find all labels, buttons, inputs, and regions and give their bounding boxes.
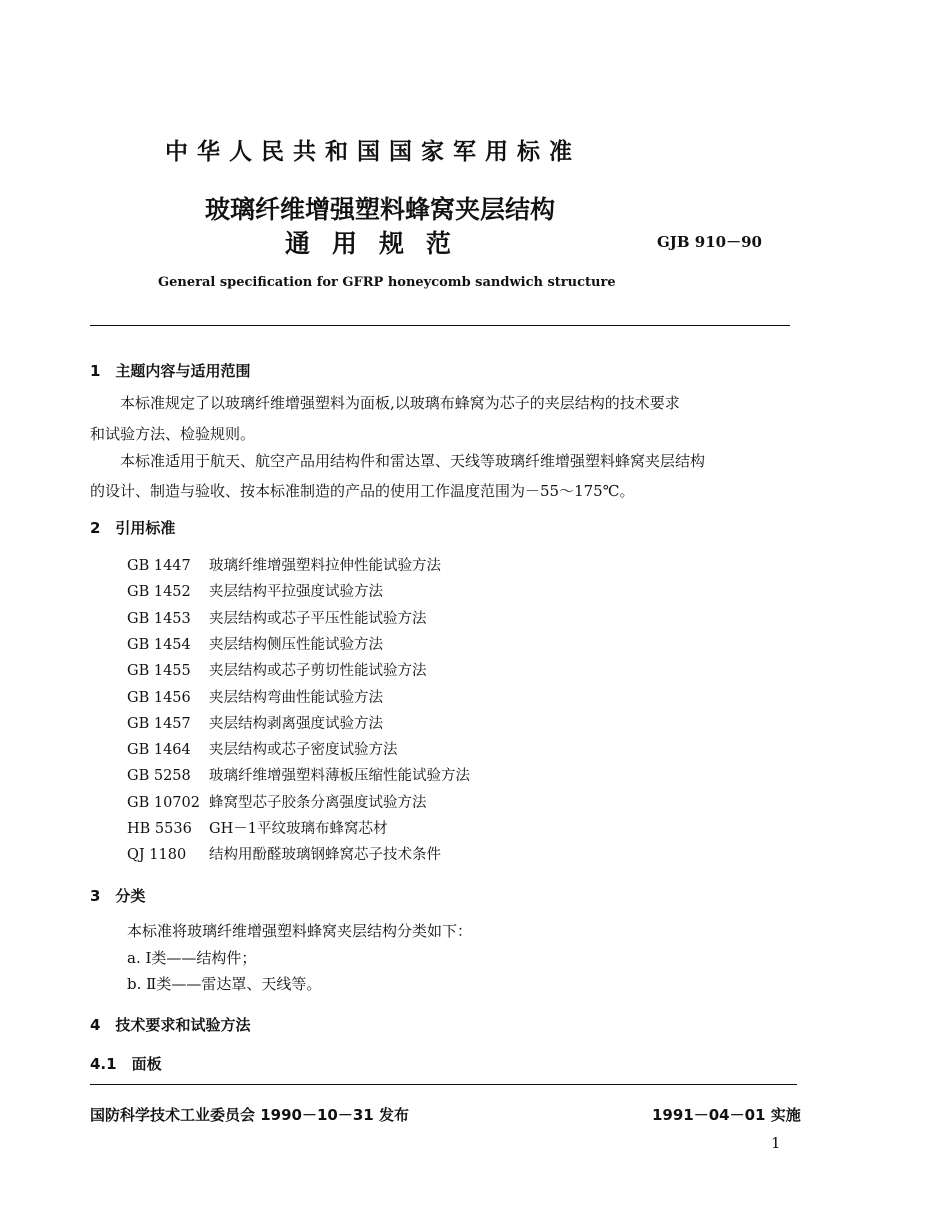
paragraph: 本标准适用于航天、航空产品用结构件和雷达罩、天线等玻璃纤维增强塑料蜂窝夹层结构 <box>120 452 706 470</box>
reference-code: GB 1457 <box>127 715 191 732</box>
reference-code: GB 1453 <box>127 610 191 627</box>
reference-code: HB 5536 <box>127 821 192 837</box>
section-2-heading: 2 引用标准 <box>90 519 176 537</box>
standard-code: GJB 910－90 <box>657 233 762 251</box>
reference-title: 蜂窝型芯子胶条分离强度试验方法 <box>209 794 427 811</box>
paragraph: 本标准规定了以玻璃纤维增强塑料为面板,以玻璃布蜂窝为芯子的夹层结构的技术要求 <box>120 394 680 412</box>
section-1-heading: 1 主题内容与适用范围 <box>90 362 251 380</box>
paragraph: 本标准将玻璃纤维增强塑料蜂窝夹层结构分类如下： <box>127 922 473 940</box>
reference-item <box>127 607 427 628</box>
reference-item <box>127 580 383 601</box>
reference-item <box>127 738 398 759</box>
reference-title: 夹层结构或芯子密度试验方法 <box>209 742 398 759</box>
reference-item <box>127 764 470 785</box>
reference-item <box>127 712 383 733</box>
reference-item <box>127 791 427 812</box>
list-item: b. Ⅱ类——雷达罩、天线等。 <box>127 975 322 993</box>
subsection-heading: 4.1 面板 <box>90 1055 162 1073</box>
reference-title: 夹层结构弯曲性能试验方法 <box>209 689 383 706</box>
paragraph: 和试验方法、检验规则。 <box>90 425 256 443</box>
reference-title: 玻璃纤维增强塑料拉伸性能试验方法 <box>209 558 441 574</box>
page-number: 1 <box>771 1134 781 1152</box>
reference-code: GB 10702 <box>127 794 200 811</box>
reference-code: GB 1455 <box>127 663 191 680</box>
reference-code: GB 1447 <box>127 558 191 574</box>
reference-title: 玻璃纤维增强塑料薄板压缩性能试验方法 <box>209 768 470 785</box>
document-title-line2: 通用规范 <box>285 229 474 258</box>
section-4-heading: 4 技术要求和试验方法 <box>90 1016 251 1034</box>
reference-title: 夹层结构或芯子平压性能试验方法 <box>209 610 427 627</box>
reference-title: GH－1平纹玻璃布蜂窝芯材 <box>209 821 388 837</box>
standard-type: 中华人民共和国国家军用标准 <box>165 139 581 165</box>
reference-code: QJ 1180 <box>127 847 187 864</box>
reference-title: 夹层结构平拉强度试验方法 <box>209 584 383 601</box>
list-item: a. Ⅰ类——结构件； <box>127 949 257 967</box>
reference-title: 夹层结构剥离强度试验方法 <box>209 715 383 732</box>
reference-item <box>127 686 383 707</box>
reference-title: 结构用酚醛玻璃钢蜂窝芯子技术条件 <box>209 847 441 864</box>
reference-title: 夹层结构侧压性能试验方法 <box>209 636 383 653</box>
paragraph: 的设计、制造与验收、按本标准制造的产品的使用工作温度范围为－55～175℃。 <box>90 482 635 500</box>
reference-code: GB 1456 <box>127 689 191 706</box>
reference-code: GB 5258 <box>127 768 191 785</box>
reference-code: GB 1464 <box>127 742 191 759</box>
effective-date: 1991－04－01 实施 <box>652 1106 801 1124</box>
reference-item <box>127 817 387 838</box>
reference-item <box>127 843 441 864</box>
reference-item <box>127 554 441 575</box>
reference-item <box>127 659 427 680</box>
english-title: General specification for GFRP honeycomb sandwich structure <box>158 275 616 290</box>
reference-item <box>127 633 383 654</box>
reference-code: GB 1454 <box>127 636 191 653</box>
issue-date: 国防科学技术工业委员会 1990－10－31 发布 <box>90 1106 409 1124</box>
section-3-heading: 3 分类 <box>90 887 146 905</box>
footer-divider <box>90 1084 797 1085</box>
reference-code: GB 1452 <box>127 584 191 601</box>
document-title: 玻璃纤维增强塑料蜂窝夹层结构 <box>205 195 556 224</box>
reference-title: 夹层结构或芯子剪切性能试验方法 <box>209 663 427 680</box>
divider <box>90 325 790 326</box>
